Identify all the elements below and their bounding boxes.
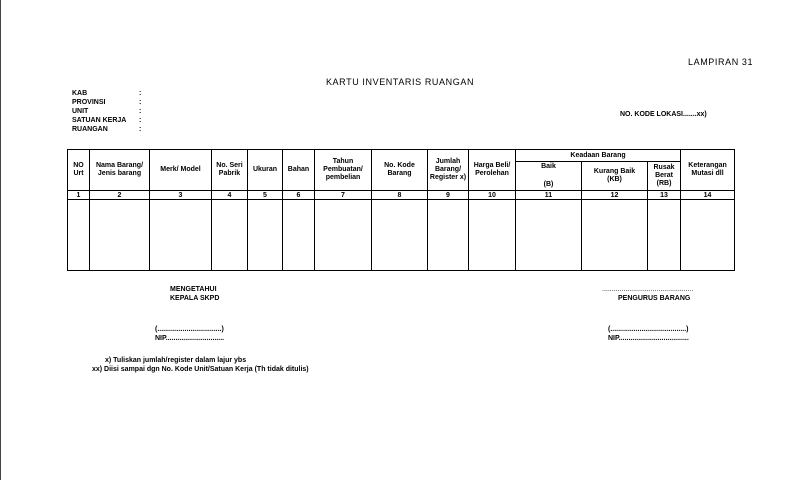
column-number: 11 [516,191,582,200]
table-cell [212,200,248,271]
header-baik-code: (B) [543,181,554,188]
header-rusak-label: Rusak Berat [653,164,675,179]
header-row-1 [68,150,735,162]
page-left-border [0,0,1,480]
table-cell [648,200,681,271]
table-cell [90,200,150,271]
header-baik [516,162,582,191]
column-number: 5 [248,191,283,200]
field-ruangan [72,125,141,134]
column-number: 13 [648,191,681,200]
column-number: 8 [372,191,428,200]
header-no-seri: No. Seri Pabrik [212,150,248,191]
footnote-xx: xx) Diisi sampai dgn No. Kode Unit/Satuan Kerja (Th tidak ditulis) [92,366,309,373]
header-kurang-label: Kurang Baik [593,168,636,175]
field-label: UNIT [72,108,89,115]
field-label: PROVINSI [72,99,106,106]
column-number: 6 [283,191,315,200]
field-sep: : [139,117,142,124]
column-number-row [68,191,735,200]
table-row-empty [68,200,735,271]
field-label: SATUAN KERJA [72,117,127,124]
header-rusak-berat [648,162,681,191]
field-sep: : [139,90,142,97]
header-baik-label: Baik [541,163,556,170]
table-cell [248,200,283,271]
field-label: KAB [72,90,88,97]
table-cell [283,200,315,271]
signature-right-dots: ............................................... [602,286,694,293]
header-bahan: Bahan [283,150,315,191]
kode-lokasi-label: NO. KODE LOKASI.......xx) [620,111,707,118]
signature-left-name: (.................................) [155,326,224,333]
header-keadaan-barang: Keadaan Barang [516,150,681,162]
signature-right-nip: NIP.................................... [608,335,689,342]
mengetahui-label: MENGETAHUI [170,286,217,293]
column-number: 10 [469,191,516,200]
signature-left-title [170,285,219,303]
field-unit [72,107,141,116]
header-ukuran: Ukuran [248,150,283,191]
header-keterangan: Keterangan Mutasi dll [681,150,735,191]
kepala-skpd-label: KEPALA SKPD [170,295,220,302]
page-title: KARTU INVENTARIS RUANGAN [325,77,475,87]
signature-left-nip: NIP.............................. [155,335,225,342]
table-cell [68,200,90,271]
identity-fields [72,89,141,134]
header-harga: Harga Beli/ Perolehan [469,150,516,191]
header-kurang-baik [582,162,648,191]
header-tahun: Tahun Pembuatan/ pembelian [315,150,372,191]
header-nama-barang: Nama Barang/ Jenis barang [90,150,150,191]
table-cell [315,200,372,271]
header-merk-model: Merk/ Model [150,150,212,191]
lampiran-label: LAMPIRAN 31 [688,57,754,67]
column-number: 9 [428,191,469,200]
field-sep: : [139,108,142,115]
header-kode-barang: No. Kode Barang [372,150,428,191]
column-number: 3 [150,191,212,200]
inventory-table [67,149,735,271]
column-number: 14 [681,191,735,200]
table-cell [150,200,212,271]
table-cell [428,200,469,271]
table-cell [372,200,428,271]
field-label: RUANGAN [72,126,108,133]
column-number: 4 [212,191,248,200]
header-kurang-code: (KB) [607,176,622,183]
column-number: 7 [315,191,372,200]
column-number: 2 [90,191,150,200]
footnotes [92,356,309,374]
table-cell [469,200,516,271]
field-provinsi [72,98,141,107]
table-cell [681,200,735,271]
pengurus-barang-label: PENGURUS BARANG [618,295,691,302]
field-sep: : [139,126,142,133]
field-sep: : [139,99,142,106]
signature-right-name: (.......................................) [608,326,689,333]
table-cell [582,200,648,271]
column-number: 1 [68,191,90,200]
table-cell [516,200,582,271]
header-rusak-code: (RB) [656,180,672,187]
field-satuan-kerja [72,116,141,125]
field-kab [72,89,141,98]
footnote-x: x) Tuliskan jumlah/register dalam lajur ybs [105,357,247,364]
header-no: NO Urt [68,150,90,191]
header-jumlah: Jumlah Barang/ Register x) [428,150,469,191]
column-number: 12 [582,191,648,200]
